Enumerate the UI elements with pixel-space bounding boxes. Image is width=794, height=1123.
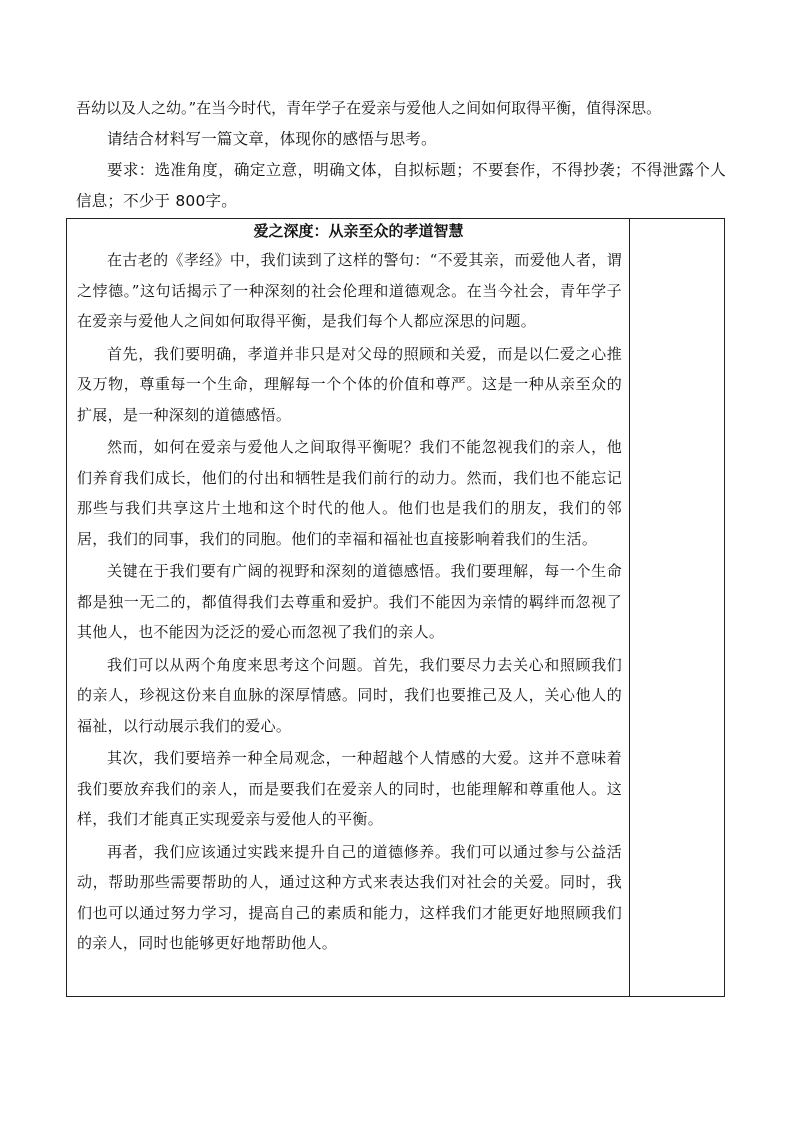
essay-paragraph: 首先，我们要明确，孝道并非只是对父母的照顾和关爱，而是以仁爱之心推及万物，尊重每一个生命，理解每一个个体的价值和尊严。这是一种从亲至众的扩展，是一种深刻的道德感悟。 [77,344,622,424]
prompt-section [76,94,726,217]
writing-requirements: 要求：选准角度，确定立意，明确文体，自拟标题；不要套作，不得抄袭；不得泄露个人信息；不少于 800字。 [76,161,726,210]
essay-paragraph: 在古老的《孝经》中，我们读到了这样的警句：“不爱其亲，而爱他人者，谓之悖德。”这句话揭示了一种深刻的社会伦理和道德观念。在当今社会，青年学子在爱亲与爱他人之间如何取得平衡，是我们每个人都应深思的问题。 [77,251,622,330]
table-column-divider [629,219,630,996]
essay-paragraph: 然而，如何在爱亲与爱他人之间取得平衡呢？我们不能忽视我们的亲人，他们养育我们成长，他们的付出和牺牲是我们前行的动力。然而，我们也不能忘记那些与我们共享这片土地和这个时代的他人。他们也是我们的朋友，我们的邻居，我们的同事，我们的同胞。他们的幸福和福祉也直接影响着我们的生活。 [77,438,622,548]
essay-table [66,218,725,997]
essay-title: 爱之深度：从亲至众的孝道智慧 [253,222,464,240]
essay-body [77,245,622,959]
essay-paragraph: 我们可以从两个角度来思考这个问题。首先，我们要尽力去关心和照顾我们的亲人，珍视这份来自血脉的深厚情感。同时，我们也要推己及人，关心他人的福祉，以行动展示我们的爱心。 [77,655,622,735]
essay-paragraph: 关键在于我们要有广阔的视野和深刻的道德感悟。我们要理解，每一个生命都是独一无二的，都值得我们去尊重和爱护。我们不能因为亲情的羁绊而忽视了其他人，也不能因为泛泛的爱心而忽视了我们的亲人。 [77,562,622,641]
essay-cell [77,219,622,959]
writing-task: 请结合材料写一篇文章，体现你的感悟与思考。 [107,130,437,148]
prompt-continuation: 吾幼以及人之幼。”在当今时代，青年学子在爱亲与爱他人之间如何取得平衡，值得深思。 [76,99,662,117]
essay-paragraph: 其次，我们要培养一种全局观念，一种超越个人情感的大爱。这并不意味着我们要放弃我们的亲人，而是要我们在爱亲人的同时，也能理解和尊重他人。这样，我们才能真正实现爱亲与爱他人的平衡。 [77,749,622,828]
essay-paragraph: 再者，我们应该通过实践来提升自己的道德修养。我们可以通过参与公益活动，帮助那些需要帮助的人，通过这种方式来表达我们对社会的关爱。同时，我们也可以通过努力学习，提高自己的素质和能力，这样我们才能更好地照顾我们的亲人，同时也能够更好地帮助他人。 [77,842,622,952]
